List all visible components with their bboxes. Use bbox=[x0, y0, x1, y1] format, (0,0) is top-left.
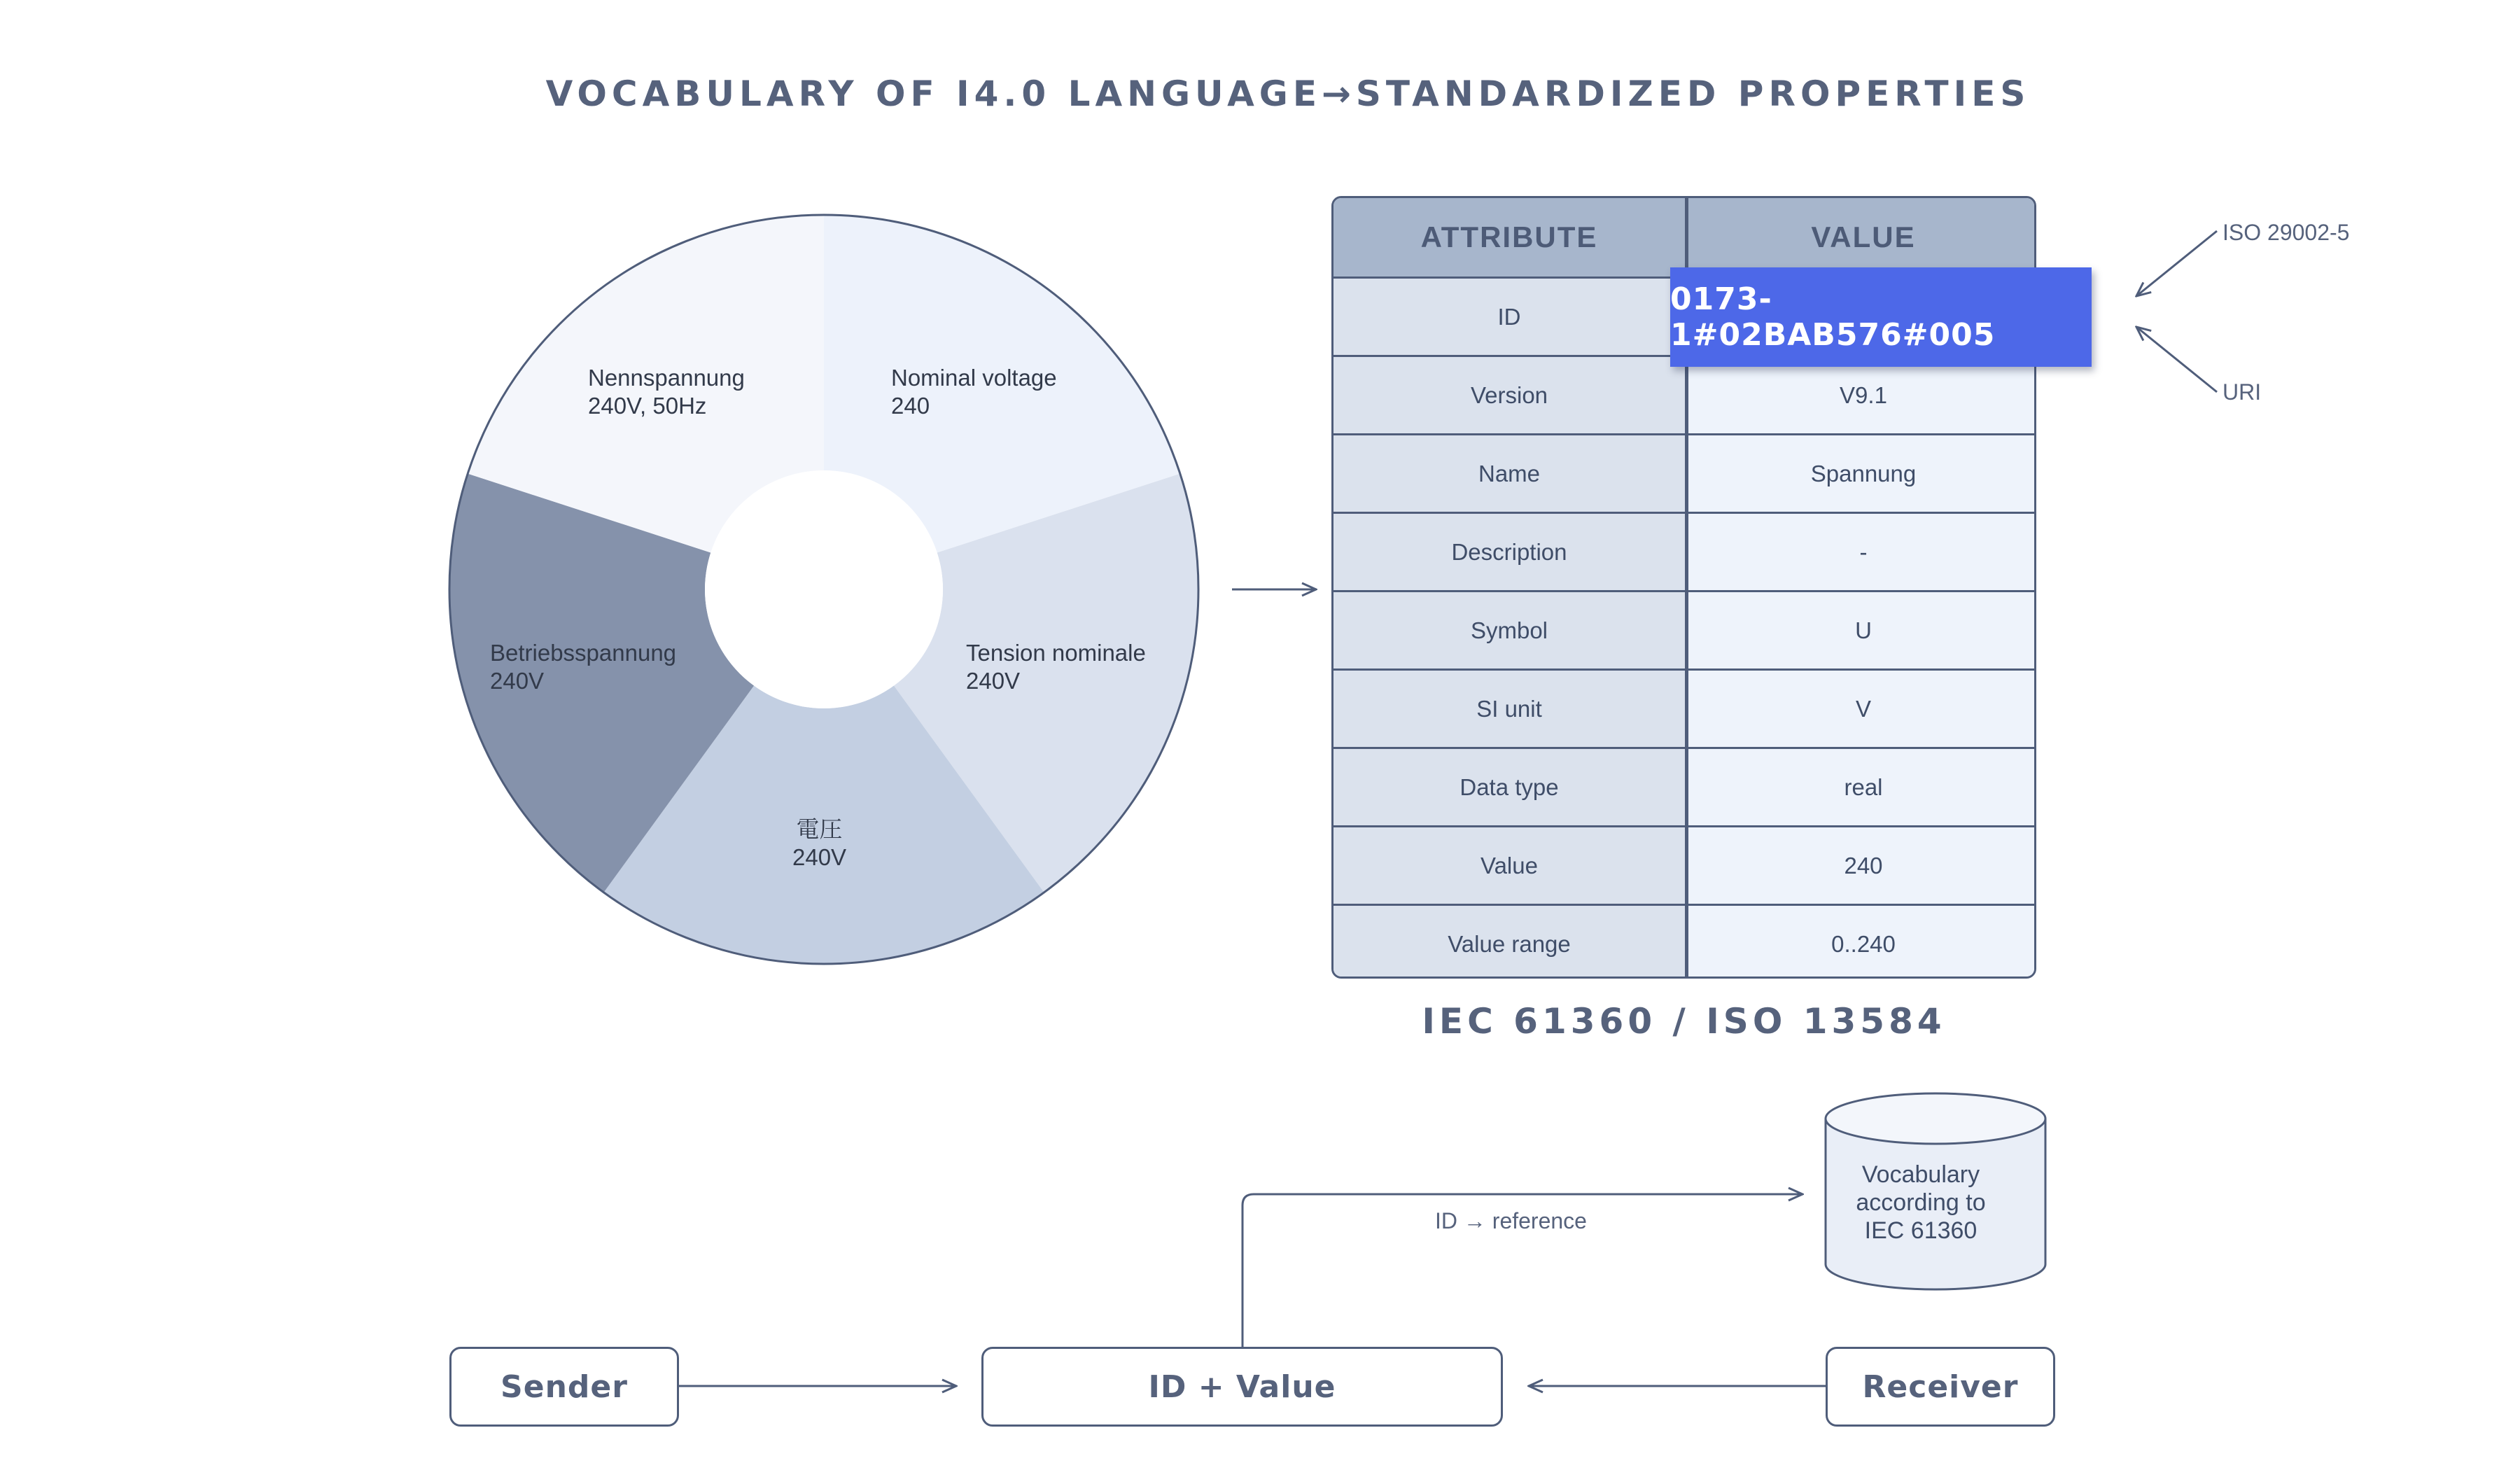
table-row bbox=[1334, 590, 2034, 668]
attribute-cell: Name bbox=[1334, 435, 1685, 512]
id-highlight-badge: 0173-1#02BAB576#005 bbox=[1670, 267, 2092, 367]
segment-label-nominal-voltage: Nominal voltage 240 bbox=[891, 365, 1057, 419]
sender-box: Sender bbox=[449, 1347, 679, 1427]
receiver-box: Receiver bbox=[1826, 1347, 2055, 1427]
table-row bbox=[1334, 904, 2034, 979]
table-row bbox=[1334, 433, 2034, 512]
value-cell: 240 bbox=[1685, 827, 2036, 904]
value-cell: 0..240 bbox=[1685, 906, 2036, 979]
attribute-cell: Description bbox=[1334, 514, 1685, 590]
value-cell: Spannung bbox=[1685, 435, 2036, 512]
segment-label-japanese-voltage: 電圧 240V bbox=[792, 816, 847, 870]
value-cell: - bbox=[1685, 514, 2036, 590]
attribute-cell: ID bbox=[1334, 279, 1685, 355]
attribute-cell: SI unit bbox=[1334, 671, 1685, 747]
attribute-column-header: ATTRIBUTE bbox=[1334, 198, 1685, 276]
value-column-header: VALUE bbox=[1685, 198, 2036, 276]
value-cell: U bbox=[1685, 592, 2036, 668]
attribute-cell: Value range bbox=[1334, 906, 1685, 979]
page-title: VOCABULARY OF I4.0 LANGUAGE→STANDARDIZED PROPERTIES bbox=[545, 74, 2031, 114]
iso-annotation-arrow bbox=[2136, 231, 2217, 296]
reference-label: ID → reference bbox=[1435, 1208, 1587, 1233]
table-header-row bbox=[1334, 198, 2034, 276]
value-cell: V9.1 bbox=[1685, 357, 2036, 433]
table-row bbox=[1334, 668, 2034, 747]
vocabulary-database-label: Vocabulary according to IEC 61360 bbox=[1856, 1161, 1986, 1244]
attribute-cell: Version bbox=[1334, 357, 1685, 433]
value-cell: real bbox=[1685, 749, 2036, 825]
value-cell: V bbox=[1685, 671, 2036, 747]
uri-annotation: URI bbox=[2222, 379, 2262, 405]
segment-label-betriebsspannung: Betriebsspannung 240V bbox=[490, 640, 677, 694]
attribute-cell: Data type bbox=[1334, 749, 1685, 825]
table-row bbox=[1334, 825, 2034, 904]
iso-annotation: ISO 29002-5 bbox=[2222, 220, 2350, 245]
donut-hole bbox=[705, 470, 943, 708]
table-row bbox=[1334, 747, 2034, 825]
standard-caption: IEC 61360 / ISO 13584 bbox=[1422, 1001, 1946, 1042]
table-row bbox=[1334, 512, 2034, 590]
message-box: ID + Value bbox=[981, 1347, 1503, 1427]
uri-annotation-arrow bbox=[2136, 327, 2217, 392]
segment-label-tension-nominale: Tension nominale 240V bbox=[966, 640, 1146, 694]
segment-label-nennspannung: Nennspannung 240V, 50Hz bbox=[588, 365, 745, 419]
attribute-cell: Symbol bbox=[1334, 592, 1685, 668]
attribute-cell: Value bbox=[1334, 827, 1685, 904]
